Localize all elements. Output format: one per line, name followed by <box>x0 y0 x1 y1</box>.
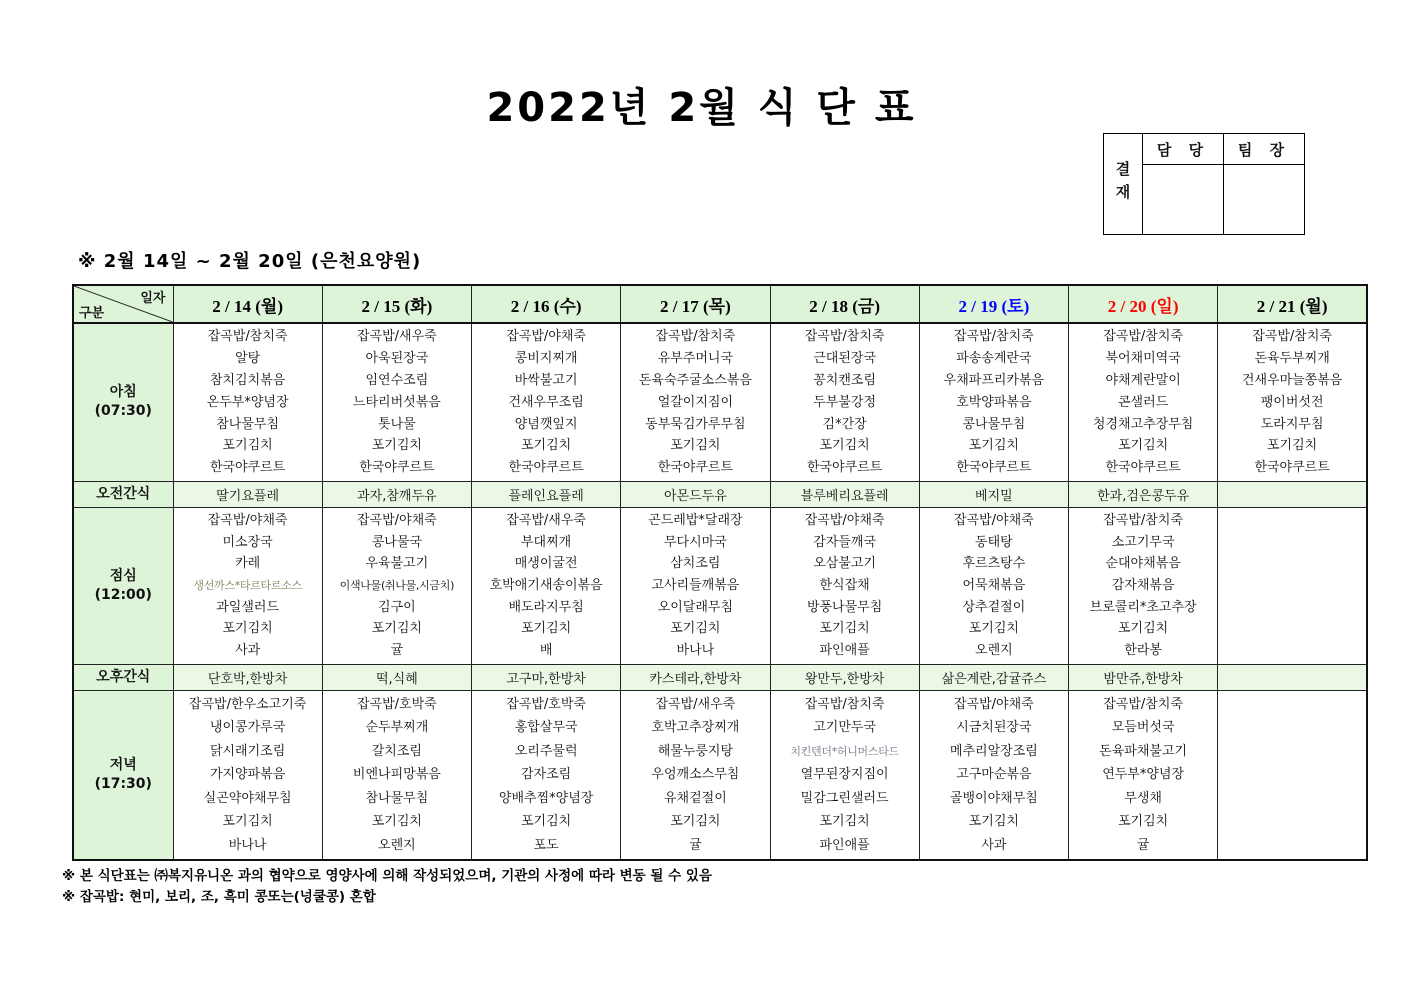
menu-item: 잡곡밥/야채죽 <box>954 512 1034 528</box>
menu-cell <box>1069 507 1218 664</box>
menu-item: 소고기무국 <box>1111 534 1175 550</box>
period-subtitle: ※ 2월 14일 ~ 2월 20일 (은천요양원) <box>78 251 422 272</box>
menu-item: 무생채 <box>1124 790 1162 806</box>
menu-cell <box>173 507 322 664</box>
menu-item: 가지양파볶음 <box>209 767 286 783</box>
menu-item: 냉이콩가루국 <box>209 720 286 736</box>
date-header-row <box>73 285 1367 323</box>
menu-item: 배 <box>539 643 553 659</box>
menu-item: 유채겉절이 <box>663 790 727 806</box>
meal-row-label: 아침 (07:30) <box>73 323 173 481</box>
menu-item: 귤 <box>689 837 702 853</box>
menu-item: 순대야채볶음 <box>1105 556 1181 572</box>
menu-item: 사과 <box>235 643 261 659</box>
approval-stamp-label: 결재 <box>1113 161 1132 207</box>
menu-cell <box>472 323 621 481</box>
menu-item: 잡곡밥/호박죽 <box>357 696 437 712</box>
menu-item: 김구이 <box>378 599 416 615</box>
menu-item: 호박애기새송이볶음 <box>489 577 603 593</box>
menu-item: 메추리알장조림 <box>949 743 1038 759</box>
menu-item: 한라봉 <box>1124 643 1162 659</box>
menu-item: 한국야쿠르트 <box>956 460 1032 476</box>
snack-cell: 베지밀 <box>919 481 1068 507</box>
menu-item: 한식잡채 <box>819 577 870 593</box>
menu-item: 꽁치캔조림 <box>813 372 877 388</box>
menu-item: 콘샐러드 <box>1118 394 1169 410</box>
menu-item: 잡곡밥/참치죽 <box>804 696 885 712</box>
snack-row <box>73 664 1367 690</box>
snack-row-label: 오전간식 <box>73 481 173 507</box>
date-header: 2 / 19 (토) <box>919 285 1068 323</box>
menu-item: 홍합살무국 <box>514 720 578 736</box>
snack-cell: 과자,참깨두유 <box>322 481 471 507</box>
menu-item: 한국야쿠르트 <box>1105 460 1181 476</box>
menu-item: 순두부찌개 <box>365 720 429 736</box>
footnotes <box>62 866 712 908</box>
menu-item: 갈치조림 <box>371 743 422 759</box>
snack-cell: 플레인요플레 <box>472 481 621 507</box>
menu-item: 상추겉절이 <box>962 599 1026 615</box>
approval-col-timjang: 팀 장 <box>1223 134 1304 164</box>
menu-item: 돈육숙주굴소스볶음 <box>638 372 752 388</box>
snack-row-label: 오후간식 <box>73 664 173 690</box>
menu-item: 호박양파볶음 <box>956 394 1032 410</box>
menu-cell <box>472 690 621 860</box>
corner-cell <box>73 285 173 323</box>
menu-cell <box>770 690 919 860</box>
menu-table <box>72 284 1368 861</box>
approval-box <box>1103 133 1305 235</box>
menu-item: 바싹불고기 <box>514 372 578 388</box>
menu-item: 콩나물무침 <box>962 416 1026 432</box>
meal-row <box>73 507 1367 664</box>
menu-item: 골뱅이야채무침 <box>949 790 1038 806</box>
menu-item: 북어채미역국 <box>1105 351 1181 367</box>
menu-item: 곤드레밥*달래장 <box>648 512 743 528</box>
menu-item: 느타리버섯볶음 <box>352 394 441 410</box>
menu-item: 한국야쿠르트 <box>1254 460 1330 476</box>
menu-item: 잡곡밥/참치죽 <box>1103 512 1183 528</box>
menu-item: 고구마순볶음 <box>956 767 1032 783</box>
menu-item: 잡곡밥/참치죽 <box>1103 696 1183 712</box>
menu-item: 건새우무조림 <box>508 394 584 410</box>
menu-item: 포기김치 <box>670 438 721 454</box>
snack-cell: 삶은계란,감귤쥬스 <box>919 664 1068 690</box>
meal-row-label: 점심 (12:00) <box>73 507 173 664</box>
menu-item: 김*간장 <box>822 416 867 432</box>
menu-cell <box>1069 323 1218 481</box>
menu-item: 포기김치 <box>670 814 721 830</box>
menu-cell <box>919 690 1068 860</box>
menu-item: 바나나 <box>676 643 715 659</box>
menu-item: 사과 <box>981 837 1007 853</box>
menu-item: 치킨텐더*허니머스타드 <box>790 744 899 758</box>
menu-item: 청경채고추장무침 <box>1092 416 1194 432</box>
snack-cell: 밤만쥬,한방차 <box>1069 664 1218 690</box>
snack-cell <box>1218 481 1367 507</box>
menu-item: 알탕 <box>235 351 261 367</box>
menu-item: 생선까스*타르타르소스 <box>193 578 302 592</box>
menu-item: 고기만두국 <box>813 720 877 736</box>
menu-cell <box>472 507 621 664</box>
menu-item: 과일샐러드 <box>216 599 280 615</box>
menu-cell <box>621 690 770 860</box>
menu-item: 포기김치 <box>1118 814 1169 830</box>
menu-item: 매생이굴전 <box>514 556 578 572</box>
snack-row <box>73 481 1367 507</box>
menu-item: 잡곡밥/야채죽 <box>506 329 586 345</box>
menu-item: 잡곡밥/한우소고기죽 <box>188 696 307 712</box>
menu-item: 우채파프리카볶음 <box>943 372 1045 388</box>
snack-cell: 떡,식혜 <box>322 664 471 690</box>
menu-item: 바나나 <box>228 837 267 853</box>
menu-item: 근대된장국 <box>813 351 877 367</box>
corner-label-date: 일자 <box>140 291 166 306</box>
menu-item: 포기김치 <box>222 438 273 454</box>
menu-item: 잡곡밥/새우죽 <box>655 696 736 712</box>
menu-cell <box>173 690 322 860</box>
meal-row <box>73 323 1367 481</box>
menu-item: 감자조림 <box>521 767 572 783</box>
menu-item: 포기김치 <box>1267 438 1318 454</box>
menu-item: 포기김치 <box>819 621 870 637</box>
menu-item: 포기김치 <box>968 438 1019 454</box>
menu-item: 포기김치 <box>819 438 870 454</box>
menu-item: 오삼불고기 <box>813 556 877 572</box>
menu-item: 카레 <box>235 556 261 572</box>
menu-item: 잡곡밥/참치죽 <box>954 329 1034 345</box>
menu-item: 잡곡밥/참치죽 <box>207 329 288 345</box>
menu-item: 포기김치 <box>371 814 422 830</box>
menu-item: 닭시래기조림 <box>209 743 286 759</box>
meal-row <box>73 690 1367 860</box>
menu-item: 열무된장지짐이 <box>800 767 889 783</box>
menu-item: 귤 <box>1136 837 1150 853</box>
corner-label-category: 구분 <box>79 306 105 321</box>
date-header: 2 / 21 (월) <box>1218 285 1367 323</box>
menu-item: 삼치조림 <box>670 556 721 572</box>
menu-item: 해물누룽지탕 <box>657 743 734 759</box>
menu-item: 포기김치 <box>521 814 572 830</box>
menu-item: 잡곡밥/참치죽 <box>804 329 885 345</box>
snack-cell: 블루베리요플레 <box>770 481 919 507</box>
menu-cell <box>770 507 919 664</box>
page-title: 2022년 2월 식 단 표 <box>486 85 917 131</box>
menu-item: 건새우마늘쫑볶음 <box>1241 372 1343 388</box>
snack-cell: 카스테라,한방차 <box>621 664 770 690</box>
menu-cell <box>1218 690 1367 860</box>
menu-item: 참나물무침 <box>365 790 429 806</box>
menu-item: 오리주물럭 <box>514 743 578 759</box>
menu-item: 얼갈이지짐이 <box>657 394 734 410</box>
menu-item: 시금치된장국 <box>956 720 1032 736</box>
menu-item: 파송송계란국 <box>956 351 1032 367</box>
menu-item: 브로콜리*초고추장 <box>1089 599 1197 615</box>
menu-item: 잡곡밥/참치죽 <box>1252 329 1332 345</box>
menu-item: 양념깻잎지 <box>514 416 578 432</box>
menu-item: 잡곡밥/참치죽 <box>655 329 736 345</box>
menu-item: 두부불강정 <box>813 394 877 410</box>
snack-cell: 고구마,한방차 <box>472 664 621 690</box>
menu-item: 호박고추장찌개 <box>651 720 740 736</box>
menu-cell <box>1218 507 1367 664</box>
menu-item: 포기김치 <box>968 621 1019 637</box>
approval-sign-cell <box>1142 164 1223 234</box>
menu-item: 돈육두부찌개 <box>1254 351 1330 367</box>
date-header: 2 / 14 (월) <box>173 285 322 323</box>
menu-item: 밀감그린샐러드 <box>800 790 889 806</box>
menu-item: 잡곡밥/야채죽 <box>357 512 437 528</box>
meal-row-label: 저녁 (17:30) <box>73 690 173 860</box>
menu-item: 포기김치 <box>670 621 721 637</box>
menu-item: 한국야쿠르트 <box>657 460 734 476</box>
menu-item: 아욱된장국 <box>365 351 429 367</box>
menu-cell <box>770 323 919 481</box>
approval-col-damdang: 담 당 <box>1142 134 1223 164</box>
menu-item: 파인애플 <box>819 837 870 853</box>
menu-item: 콩비지찌개 <box>514 351 578 367</box>
menu-item: 포기김치 <box>222 621 273 637</box>
menu-item: 포기김치 <box>819 814 870 830</box>
menu-item: 포기김치 <box>222 814 273 830</box>
menu-item: 모듬버섯국 <box>1111 720 1175 736</box>
menu-item: 귤 <box>390 643 404 659</box>
menu-cell <box>919 323 1068 481</box>
menu-item: 야채계란말이 <box>1105 372 1181 388</box>
menu-cell <box>1069 690 1218 860</box>
menu-item: 포기김치 <box>521 621 572 637</box>
menu-item: 임연수조림 <box>365 372 429 388</box>
menu-item: 한국야쿠르트 <box>508 460 584 476</box>
menu-item: 온두부*양념장 <box>206 394 289 410</box>
menu-item: 방풍나물무침 <box>806 599 883 615</box>
menu-item: 잡곡밥/야채죽 <box>804 512 885 528</box>
date-header: 2 / 15 (화) <box>322 285 471 323</box>
menu-item: 포도 <box>533 837 559 853</box>
menu-item: 포기김치 <box>1118 621 1169 637</box>
snack-cell: 단호박,한방차 <box>173 664 322 690</box>
menu-item: 포기김치 <box>968 814 1019 830</box>
menu-item: 오이달래무침 <box>657 599 734 615</box>
date-header: 2 / 17 (목) <box>621 285 770 323</box>
menu-item: 고사리들깨볶음 <box>651 577 740 593</box>
menu-cell <box>173 323 322 481</box>
menu-item: 동태탕 <box>975 534 1013 550</box>
menu-item: 톳나물 <box>378 416 416 432</box>
menu-item: 한국야쿠르트 <box>209 460 286 476</box>
menu-item: 돈육파채불고기 <box>1099 743 1188 759</box>
menu-item: 잡곡밥/새우죽 <box>506 512 586 528</box>
menu-item: 어묵채볶음 <box>962 577 1026 593</box>
menu-item: 포기김치 <box>521 438 572 454</box>
menu-cell <box>1218 323 1367 481</box>
menu-cell <box>322 323 471 481</box>
menu-item: 감자채볶음 <box>1111 577 1175 593</box>
menu-item: 후르츠탕수 <box>962 556 1026 572</box>
menu-cell <box>322 507 471 664</box>
menu-item: 잡곡밥/호박죽 <box>506 696 586 712</box>
date-header: 2 / 16 (수) <box>472 285 621 323</box>
menu-item: 잡곡밥/새우죽 <box>357 329 437 345</box>
footnote-line: ※ 본 식단표는 ㈜복지유니온 과의 협약으로 영양사에 의해 작성되었으며, 기관의 사정에 따라 변동 될 수 있음 <box>62 868 712 884</box>
menu-item: 우육불고기 <box>365 556 429 572</box>
menu-cell <box>919 507 1068 664</box>
snack-cell: 딸기요플레 <box>173 481 322 507</box>
approval-sign-cell <box>1223 164 1304 234</box>
menu-item: 포기김치 <box>371 438 422 454</box>
menu-item: 잡곡밥/야채죽 <box>954 696 1034 712</box>
menu-table-body <box>73 285 1367 860</box>
menu-item: 잡곡밥/야채죽 <box>207 512 288 528</box>
menu-item: 오렌지 <box>378 837 416 853</box>
menu-item: 실곤약야채무침 <box>203 790 292 806</box>
footnote-line: ※ 잡곡밥: 현미, 보리, 조, 흑미 콩또는(넝쿨콩) 혼합 <box>62 889 376 905</box>
snack-cell <box>1218 664 1367 690</box>
menu-item: 도라지무침 <box>1260 416 1324 432</box>
menu-item: 이색나물(취나물,시금치) <box>339 578 455 592</box>
menu-item: 양배추찜*양념장 <box>498 790 594 806</box>
menu-item: 연두부*양념장 <box>1102 767 1185 783</box>
menu-item: 동부묵김가루무침 <box>645 416 746 432</box>
menu-item: 부대찌개 <box>521 534 572 550</box>
menu-item: 포기김치 <box>1118 438 1169 454</box>
menu-item: 우엉깨소스무침 <box>651 767 740 783</box>
menu-item: 배도라지무침 <box>508 599 584 615</box>
menu-item: 비엔나피망볶음 <box>352 767 441 783</box>
menu-item: 콩나물국 <box>371 534 422 550</box>
snack-cell: 한과,검은콩두유 <box>1069 481 1218 507</box>
menu-item: 무다시마국 <box>663 534 727 550</box>
menu-item: 참치김치볶음 <box>209 372 286 388</box>
date-header: 2 / 20 (일) <box>1069 285 1218 323</box>
menu-cell <box>322 690 471 860</box>
menu-item: 잡곡밥/참치죽 <box>1103 329 1183 345</box>
snack-cell: 왕만두,한방차 <box>770 664 919 690</box>
menu-item: 포기김치 <box>371 621 422 637</box>
menu-item: 한국야쿠르트 <box>359 460 435 476</box>
menu-item: 오렌지 <box>975 643 1013 659</box>
menu-item: 참나물무침 <box>216 416 280 432</box>
menu-cell <box>621 507 770 664</box>
menu-item: 한국야쿠르트 <box>806 460 883 476</box>
menu-item: 감자들깨국 <box>813 534 877 550</box>
menu-item: 미소장국 <box>222 534 273 550</box>
date-header: 2 / 18 (금) <box>770 285 919 323</box>
menu-item: 파인애플 <box>819 643 870 659</box>
menu-cell <box>621 323 770 481</box>
menu-item: 팽이버섯전 <box>1260 394 1324 410</box>
snack-cell: 아몬드두유 <box>621 481 770 507</box>
menu-item: 유부주머니국 <box>657 351 734 367</box>
